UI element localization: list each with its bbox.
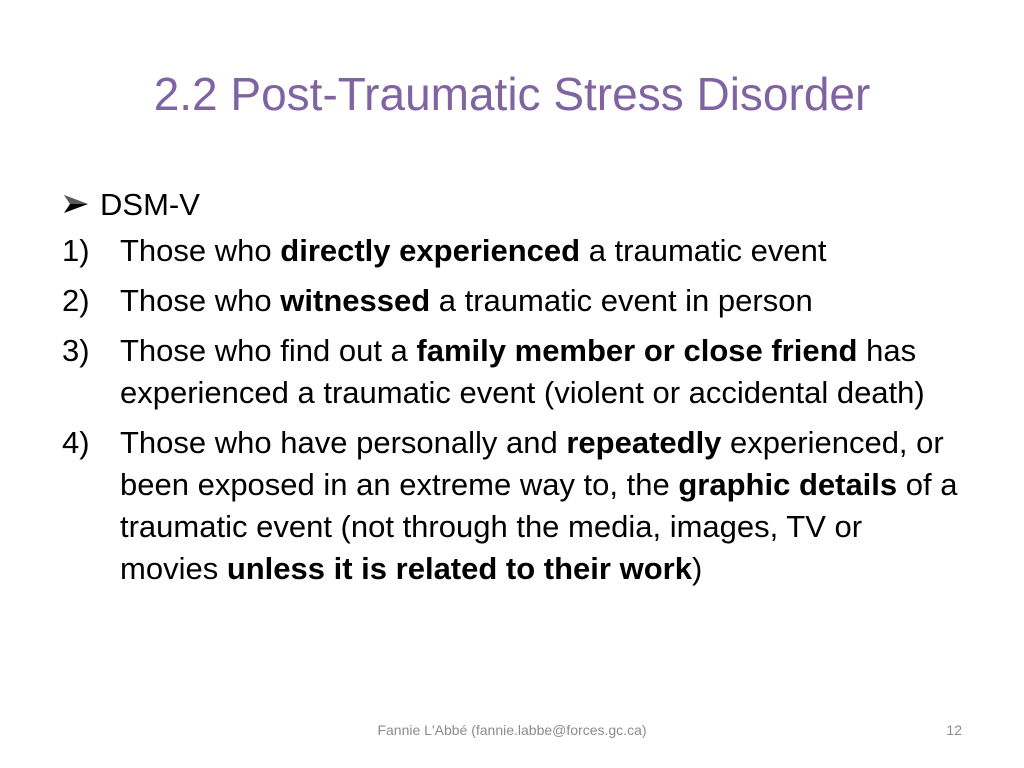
list-item-text — [120, 422, 962, 590]
text-run: of a traumatic event (not through the media, images, TV or movies — [120, 467, 958, 586]
page-number: 12 — [946, 722, 962, 738]
arrow-bullet-icon — [62, 193, 90, 215]
text-run: Those who have personally and — [120, 425, 567, 460]
text-run: Those who — [120, 233, 281, 268]
bold-text: directly experienced — [280, 233, 581, 268]
text-run: Those who find out a — [120, 333, 417, 368]
bullet-text: DSM-V — [100, 187, 200, 222]
list-number: 3) — [62, 333, 90, 368]
list-item-text — [120, 230, 962, 272]
bullet-dsm — [62, 180, 962, 230]
list-item-text — [120, 330, 962, 414]
text-run: has experienced a traumatic event (violent or accidental death) — [120, 333, 925, 410]
text-run: Those who — [120, 283, 281, 318]
list-item — [62, 422, 962, 590]
list-number: 4) — [62, 425, 90, 460]
slide-title: 2.2 Post-Traumatic Stress Disorder — [153, 68, 871, 120]
text-run: ) — [691, 551, 703, 586]
list-item — [62, 230, 962, 272]
text-run: a traumatic event — [580, 233, 827, 268]
slide-content — [62, 180, 962, 598]
bold-text: unless it is related to their work — [226, 551, 692, 586]
list-item — [62, 330, 962, 414]
text-run: a traumatic event in person — [430, 283, 813, 318]
text-run: experienced, or been exposed in an extreme way to, the — [120, 425, 944, 502]
bold-text: graphic details — [678, 467, 898, 502]
list-number: 1) — [62, 233, 90, 268]
bold-text: family member or close friend — [416, 333, 858, 368]
bold-text: witnessed — [280, 283, 431, 318]
list-item — [62, 280, 962, 322]
bold-text: repeatedly — [566, 425, 722, 460]
footer-author: Fannie L'Abbé (fannie.labbe@forces.gc.ca) — [377, 722, 647, 738]
list-item-text — [120, 280, 962, 322]
list-number: 2) — [62, 283, 90, 318]
